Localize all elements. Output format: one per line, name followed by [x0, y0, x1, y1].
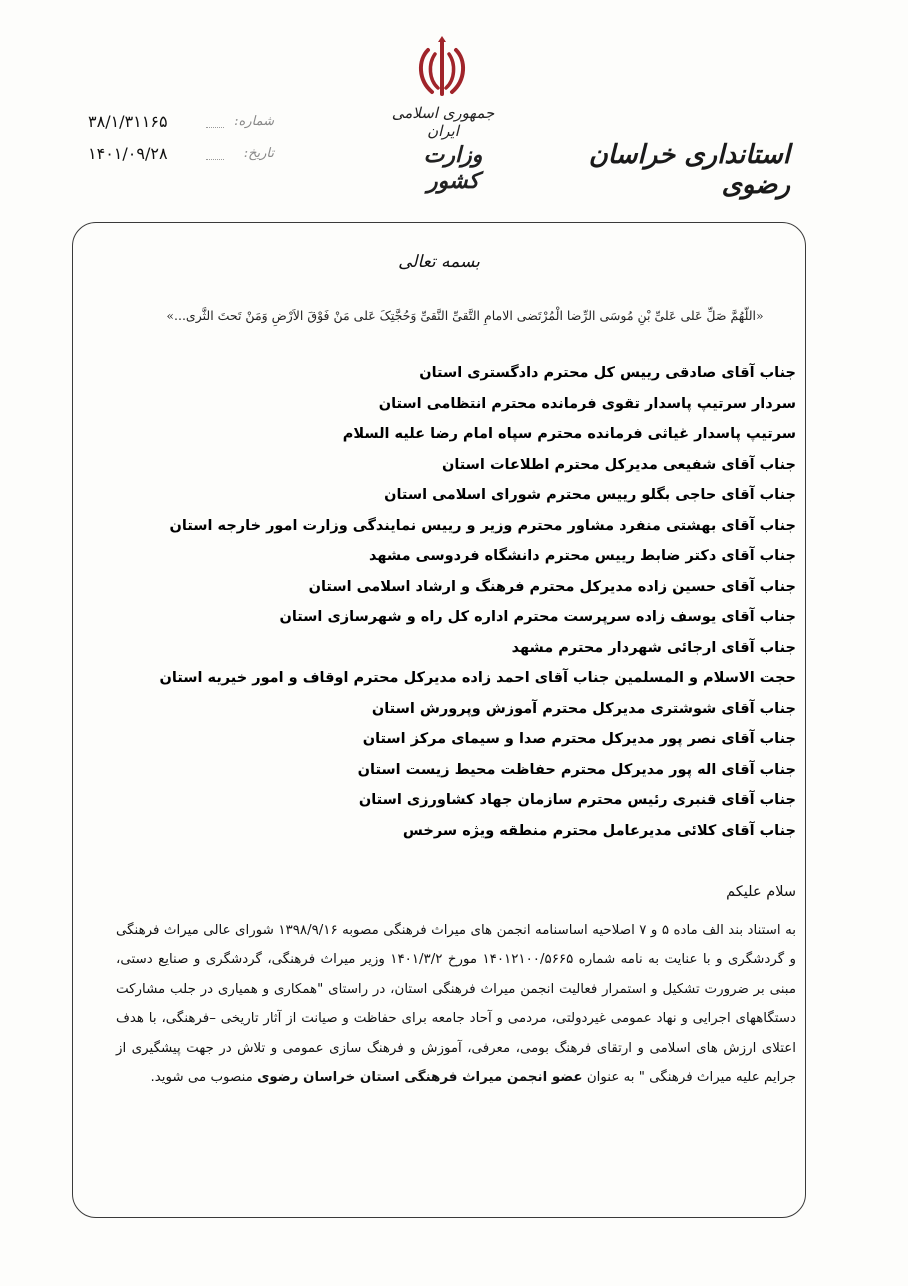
recipient-item: جناب آقای کلائی مدیرعامل محترم منطقه ویژه سرخس — [402, 822, 796, 839]
recipient-item: جناب آقای شوشتری مدیرکل محترم آموزش وپرورش استان — [371, 700, 796, 717]
greeting: سلام علیکم — [726, 884, 796, 900]
letter-date: ۱۴۰۱/۰۹/۲۸ — [88, 144, 168, 163]
recipient-item: حجت الاسلام و المسلمین جناب آقای احمد زاده مدیرکل محترم اوقاف و امور خیریه استان — [159, 670, 796, 686]
recipient-item: جناب آقای بهشتی منفرد مشاور محترم وزیر و رییس نمایندگی وزارت امور خارجه استان — [169, 517, 796, 534]
recipient-item: سرتیپ پاسدار غیاثی فرمانده محترم سپاه امام رضا علیه السلام — [342, 426, 796, 442]
letter-number-row — [88, 112, 288, 136]
recipient-item: جناب آقای حاجی بگلو رییس محترم شورای اسلامی استان — [384, 487, 796, 503]
iran-emblem-icon — [414, 36, 470, 98]
recipient-item: جناب آقای ارجائی شهردار محترم مشهد — [511, 639, 796, 656]
salawat-prayer: «اللّهُمَّ صَلِّ عَلی عَلیِّ بْنِ مُوسَی الرِّضا الْمُرْتَضی الامامِ التَّقیِّ النَّقیِّ وَحُجَّتِکَ عَلی مَنْ فَوْقَ الاَرْضِ وَمَنْ تَحتَ الثَّری...» — [166, 308, 764, 323]
letter-body — [116, 916, 796, 1092]
body-main-text: به استناد بند الف ماده ۵ و ۷ اصلاحیه اساسنامه انجمن های میراث فرهنگی مصوبه ۱۳۹۸/۹/۱۶ شورای عالی میراث فرهنگی و گردشگری و با عنایت به نامه شماره ۱۴۰۱۲۱۰۰/۵۶۶۵ مورخ ۱۴۰۱/۳/۲ وزیر میراث فرهنگی، گردشگری و صنایع دستی، مبنی بر ضرورت تشکیل و استمرار فعالیت انجمن میراث فرهنگی استان، در راستای "همکاری و همیاری در جلب مشارکت دستگاههای اجرایی و نهاد عمومی غیردولتی، مردمی و آحاد جامعه برای حفاظت و صیانت از آثار تاریخی –فرهنگی، با هدف اعتلای ارزش های اسلامی و ارتقای فرهنگ بومی، معرفی، آموزش و فرهنگ سازی عمومی و تلاش در جهت پیشگیری از جرایم علیه میراث فرهنگی " به عنوان — [116, 923, 796, 1086]
letter-date-label: تاریخ: — [243, 146, 274, 161]
date-dotted-line — [206, 159, 224, 160]
recipient-item: جناب آقای یوسف زاده سرپرست محترم اداره کل راه و شهرسازی استان — [279, 609, 796, 625]
body-appointment-title: عضو انجمن میراث فرهنگی استان خراسان رضوی — [257, 1070, 583, 1086]
body-ending-text: منصوب می شوید. — [150, 1070, 258, 1086]
country-name: جمهوری اسلامی ایران — [391, 104, 495, 140]
letter-date-row — [88, 144, 288, 168]
governorate-name: استانداری خراسان رضوی — [588, 140, 790, 200]
recipient-item: جناب آقای نصر پور مدیرکل محترم صدا و سیمای مرکز استان — [362, 731, 796, 747]
recipient-list — [156, 358, 796, 846]
ministry-name: وزارت کشور — [423, 142, 483, 194]
recipient-item: سردار سرتیپ پاسدار تقوی فرمانده محترم انتظامی استان — [378, 395, 796, 412]
recipient-item: جناب آقای قنبری رئیس محترم سازمان جهاد کشاورزی استان — [358, 792, 796, 808]
letter-number: ۳۸/۱/۳۱۱۶۵ — [88, 112, 168, 131]
recipient-item: جناب آقای اله پور مدیرکل محترم حفاظت محیط زیست استان — [357, 761, 796, 778]
recipient-item: جناب آقای حسین زاده مدیرکل محترم فرهنگ و ارشاد اسلامی استان — [308, 578, 796, 595]
recipient-item: جناب آقای صادقی رییس کل محترم دادگستری استان — [419, 365, 796, 381]
recipient-item: جناب آقای شفیعی مدیرکل محترم اطلاعات استان — [441, 456, 796, 473]
number-dotted-line — [206, 127, 224, 128]
recipient-item: جناب آقای دکتر ضابط رییس محترم دانشگاه فردوسی مشهد — [368, 548, 796, 564]
basmala: بسمه تعالی — [398, 252, 480, 272]
letter-number-label: شماره: — [234, 114, 274, 129]
